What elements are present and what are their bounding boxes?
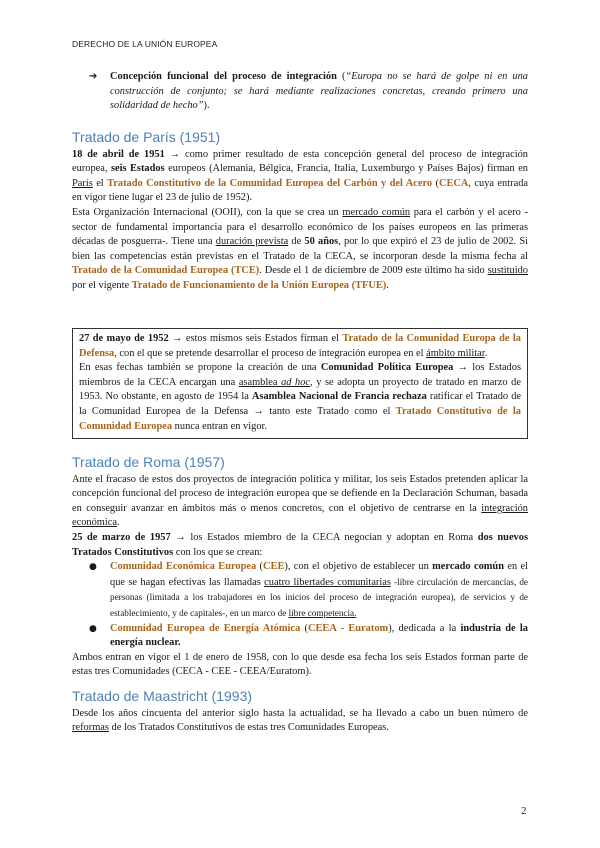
box-paragraph-1 [79,332,521,361]
text: , con el que se pretende desarrollar el proceso de integración europea en el [114,347,427,359]
paris-heading: Tratado de París (1951) [72,129,221,145]
text: , y se adopta un proyecto de tratado en marzo de 1953. No obstante, en agosto de 1954 la [79,376,521,403]
text: ( [432,177,439,189]
community-abbr: CEE [263,561,285,573]
roma-paragraph-2 [72,531,528,560]
text-small: -libre circulación de mercancías, de personas (limitada a los trabajadores en los inicios del proceso de integración europea), de servicios y de establecimiento, y de capitales-, en un marco de [110,576,528,618]
text: de los Tratados Constitutivos de estas tres Comunidades Europeas. [108,722,389,734]
text: con los que se crean: [173,546,263,558]
community-abbr: CEEA - Euratom [307,622,389,634]
list-item [72,622,528,651]
paris-section [72,130,528,294]
bullet-icon: ● [89,562,97,573]
community-name: Comunidad Europea de Energía Atómica [110,622,301,634]
text: nunca entran en vigor. [172,420,268,432]
text: Esta Organización Internacional (OOII), con la que se crea un [72,206,343,218]
text: ), dedicada a la [388,622,461,634]
text-bold: Asamblea Nacional de Francia rechaza [251,391,427,403]
intro-quote-close: ). [203,100,210,112]
paris-paragraph-1 [72,148,528,206]
text-underlined: cuatro libertades comunitarias [264,576,391,588]
text-underlined: duración prevista [215,236,289,248]
treaty-name: Tratado de Funcionamiento de la Unión Europea (TFUE) [131,279,387,291]
text: el [92,177,108,189]
treaty-name: Tratado Constitutivo de la Comunidad Europea del Carbón y del Acero [107,177,433,189]
text: para el carbón y el acero -sector de fundamental importancia para el desarrollo económico de los países europeos en las primeras décadas de posguerra-. Tiene una [72,206,529,248]
text-underlined: asamblea [238,376,282,388]
defense-community-box [72,328,528,439]
intro-quote-open: ( [336,71,346,82]
intro-lead: Concepción funcional del proceso de integración [110,71,337,82]
text: . [484,347,488,359]
treaty-name: Tratado de la Comunidad Europa de la Defensa [79,333,521,359]
text-underlined-italic: ad hoc [281,376,311,388]
text: → estos mismos seis Estados firman el [168,333,343,344]
text-underlined: reformas [72,722,109,734]
intro-bullet [72,70,528,114]
list-item [72,560,528,621]
box-paragraph-2 [79,361,521,434]
text: ( [256,561,264,573]
text: . [117,517,120,529]
text: ( [300,622,308,634]
roma-section [72,455,528,680]
bullet-icon: ● [89,623,97,634]
text-bold: mercado común [432,561,504,573]
text: → como primer resultado de esta concepción general del proceso de integración europea, [72,148,528,175]
roma-paragraph-1 [72,473,528,531]
maastricht-paragraph-1 [72,707,528,736]
treaty-name: Tratado Constitutivo de la Comunidad Europea [79,405,521,432]
text: europeos (Alemania, Bélgica, Francia, Italia, Luxemburgo y Países Bajos) firman en [164,163,528,175]
intro-section [72,70,528,114]
text-bold: Comunidad Política Europea [320,362,454,374]
paris-date: 18 de abril de 1951 [72,148,165,160]
arrow-icon: ➔ [89,71,98,82]
treaty-abbr: CECA [438,177,469,189]
text-bold: seis Estados [110,163,165,175]
text: ratificar el Tratado de la Comunidad Europea de la Defensa → tanto este Tratado como el [79,391,522,417]
text-underlined: libre competencia. [288,607,357,618]
text-underlined: sustituido [487,265,528,277]
text: por el vigente [72,279,132,291]
box-date: 27 de mayo de 1952 [79,333,169,344]
page-header: DERECHO DE LA UNIÓN EUROPEA [72,39,218,49]
text-underlined: integración económica [72,502,528,529]
text: Ante el fracaso de estos dos proyectos de integración política y militar, los seis Estados pretenden aplicar la concepción funcional del proceso de integración europea que se defiende en la Declaración Schuman, basada en conseguir avanzar en ámbitos más o menos concretos, con el objetivo de centrarse en la [72,473,528,514]
text-bold: dos nuevos Tratados Constitutivos [72,531,528,558]
text-bold: 50 años [304,236,339,248]
community-name: Comunidad Económica Europea [110,561,257,573]
intro-quote: “Europa no se hará de golpe ni en una construcción de conjunto; se hará mediante realizaciones concretas, creando primero una solidaridad de hecho” [110,71,528,112]
maastricht-section [72,689,528,736]
text: . [386,279,389,291]
page-number: 2 [521,805,527,817]
roma-date: 25 de marzo de 1957 [72,531,171,543]
text: , por lo que expiró el 23 de julio de 2002. Si bien las competencias están previstas en el Tratado de la CECA, se incorporan desde la misma fecha al [72,236,528,262]
text-underlined: ámbito militar [426,347,485,359]
text: en el que se hagan efectivas las llamadas [110,561,528,588]
text-underlined: mercado común [342,206,411,218]
text: . Desde el 1 de diciembre de 2009 este último ha sido [259,265,488,277]
treaty-name: Tratado de la Comunidad Europea (TCE) [72,265,260,277]
communities-list [72,560,528,651]
text-bold: industria de la energía nuclear. [110,622,529,649]
text: de [288,236,305,248]
roma-paragraph-3: Ambos entran en vigor el 1 de enero de 1958, con lo que desde esa fecha los seis Estados forman parte de estas tres Comunidades (CECA - CEE - CEEA/Euratom). [72,651,528,678]
text: ), con el objetivo de establecer un [284,561,433,573]
text-underlined: París [72,177,93,189]
text: → los Estados miembros de la CECA encargan una [79,362,521,388]
maastricht-heading: Tratado de Maastricht (1993) [72,688,253,704]
text: En esas fechas también se propone la creación de una [79,362,321,374]
text: , cuya entrada en vigor tiene lugar el 23 de julio de 1952). [72,177,529,204]
text: Desde los años cincuenta del anterior siglo hasta la actualidad, se ha llevado a cabo un buen número de [72,707,528,719]
roma-heading: Tratado de Roma (1957) [72,454,225,470]
text: → los Estados miembro de la CECA negocian y adoptan en Roma [170,531,478,543]
paris-paragraph-2 [72,206,528,294]
